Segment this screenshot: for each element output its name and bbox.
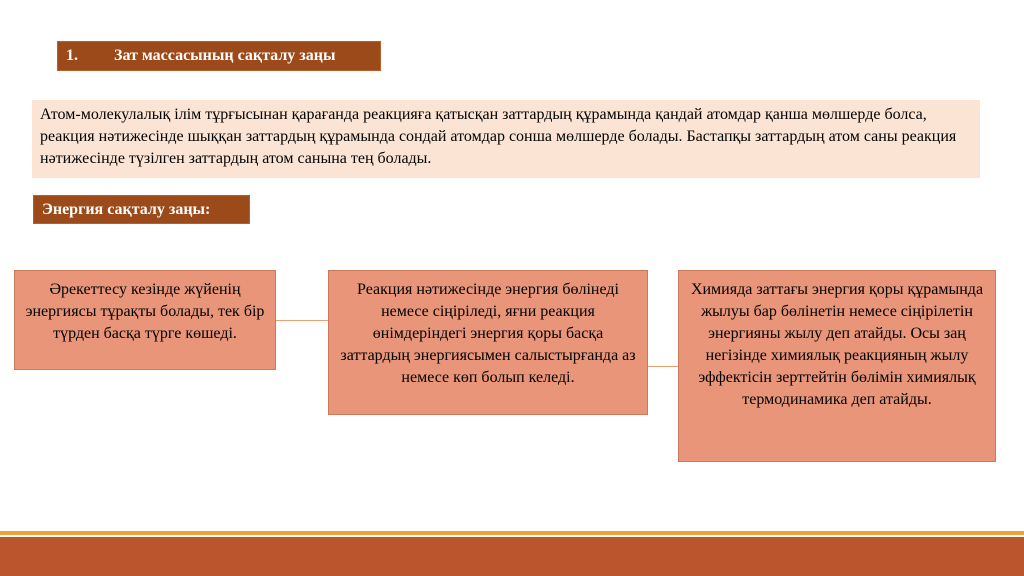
info-card-2: Реакция нәтижесінде энергия бөлінеді немесе сіңіріледі, яғни реакция өнімдеріндегі энергия қоры басқа заттардың энергиясымен салыстырғанда аз немесе көп болып келеді. (328, 270, 648, 415)
connector-line-1 (276, 320, 328, 321)
section-title-text: Зат массасының сақталу заңы (114, 47, 336, 64)
info-card-3: Химияда заттағы энергия қоры құрамында жылуы бар бөлінетін немесе сіңірілетін энергияны жылу деп атайды. Осы заң негізінде химиялық реакцияның жылу эффектісін зерттейтін бөлімін химиялық термодинамика деп атайды. (678, 270, 996, 462)
section-title-mass-conservation (57, 41, 381, 71)
section-number: 1. (66, 47, 78, 64)
footer-band (0, 537, 1024, 576)
info-card-1: Әрекеттесу кезінде жүйенің энергиясы тұрақты болады, тек бір түрден басқа түрге көшеді. (14, 270, 276, 370)
connector-line-2 (648, 366, 678, 367)
footer-accent-line (0, 531, 1024, 535)
section-title-energy-conservation: Энергия сақталу заңы: (33, 195, 250, 224)
intro-text-box: Атом-молекулалық ілім тұрғысынан қарағанда реакцияға қатысқан заттардың құрамында қандай атомдар қанша мөлшерде болса, реакция нәтижесінде шыққан заттардың құрамында сондай атомдар сонша мөлшерде болады. Бастапқы заттардың атом саны реакция нәтижесінде түзілген заттардың атом санына тең болады. (32, 100, 980, 178)
